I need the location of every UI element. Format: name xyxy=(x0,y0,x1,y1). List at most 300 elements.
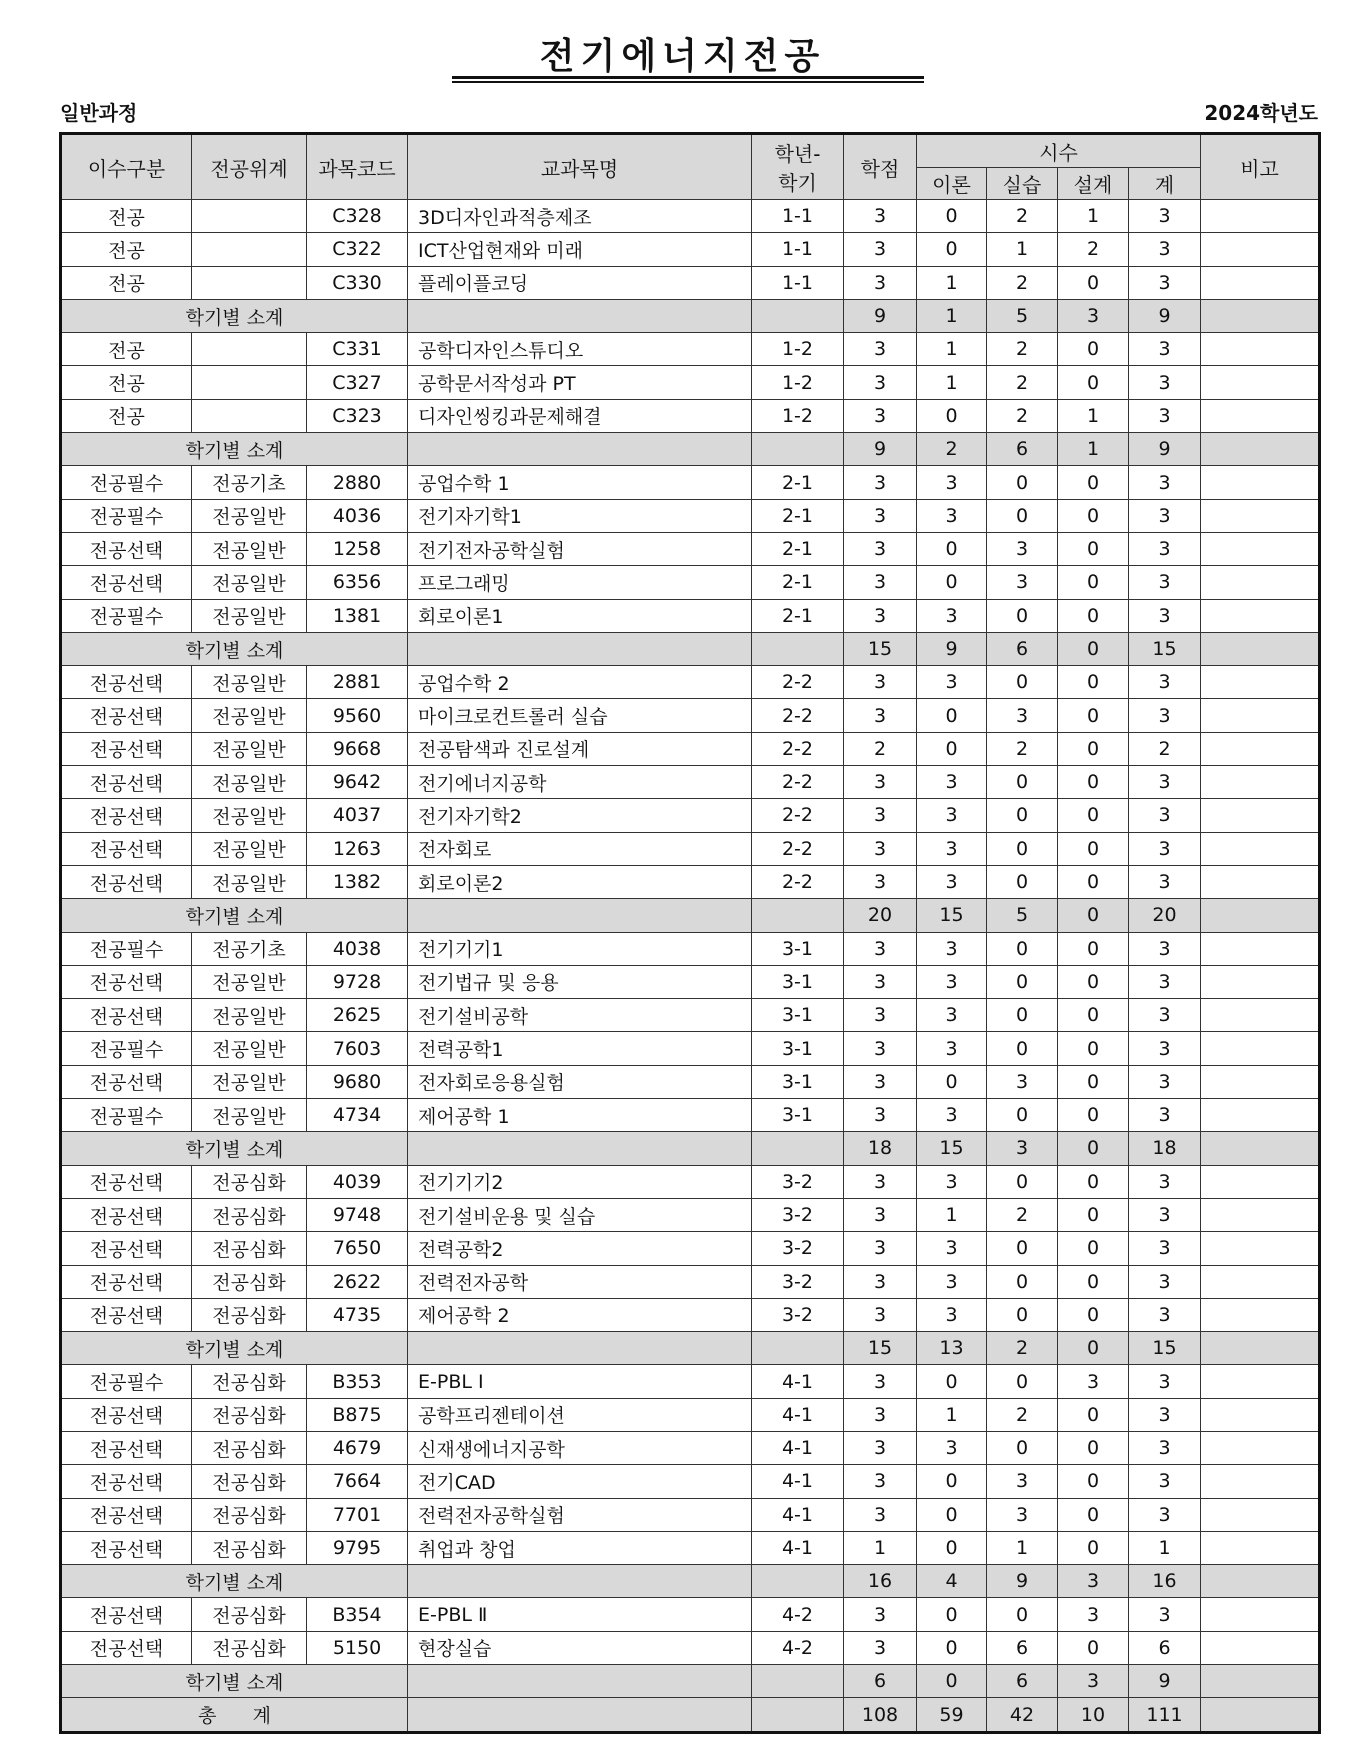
course-name-cell: ICT산업현재와 미래 xyxy=(408,233,752,266)
course-row xyxy=(61,599,1320,632)
semester-subtotal-row-design: 0 xyxy=(1058,899,1129,932)
code-cell: 9680 xyxy=(307,1065,408,1098)
year-semester-cell: 4-2 xyxy=(752,1598,844,1631)
level-cell: 전공심화 xyxy=(192,1232,307,1265)
credits-cell: 3 xyxy=(844,1365,917,1398)
practice-hours-cell: 2 xyxy=(987,200,1058,233)
semester-subtotal-row-theory: 9 xyxy=(917,632,987,665)
remarks-cell xyxy=(1201,632,1320,665)
semester-subtotal-row-practice: 5 xyxy=(987,299,1058,332)
course-name-cell: 공학문서작성과 PT xyxy=(408,366,752,399)
design-hours-cell: 0 xyxy=(1058,1398,1129,1431)
credits-cell: 3 xyxy=(844,1265,917,1298)
course-name-cell: 전기설비운용 및 실습 xyxy=(408,1198,752,1231)
practice-hours-cell: 2 xyxy=(987,366,1058,399)
total-hours-cell: 3 xyxy=(1129,266,1201,299)
total-hours-cell: 3 xyxy=(1129,599,1201,632)
practice-hours-cell: 0 xyxy=(987,1431,1058,1464)
theory-hours-cell: 3 xyxy=(917,599,987,632)
design-hours-cell: 0 xyxy=(1058,566,1129,599)
remarks-cell xyxy=(1201,1198,1320,1231)
code-cell: 9795 xyxy=(307,1531,408,1564)
remarks-cell xyxy=(1201,299,1320,332)
curriculum-table xyxy=(59,132,1321,1734)
year-semester-cell: 4-1 xyxy=(752,1365,844,1398)
code-cell: C331 xyxy=(307,333,408,366)
course-row xyxy=(61,1099,1320,1132)
course-row xyxy=(61,1431,1320,1464)
design-hours-cell: 0 xyxy=(1058,1498,1129,1531)
total-hours-cell: 3 xyxy=(1129,532,1201,565)
theory-hours-cell: 3 xyxy=(917,865,987,898)
year-semester-cell: 2-2 xyxy=(752,699,844,732)
semester-subtotal-row-total: 18 xyxy=(1129,1132,1201,1165)
total-hours-cell: 3 xyxy=(1129,1498,1201,1531)
code-cell: 1382 xyxy=(307,865,408,898)
semester-subtotal-row xyxy=(61,433,1320,466)
total-hours-cell: 1 xyxy=(1129,1531,1201,1564)
course-row xyxy=(61,1198,1320,1231)
category-cell: 전공선택 xyxy=(61,1232,192,1265)
empty-cell xyxy=(752,299,844,332)
year-semester-cell: 2-1 xyxy=(752,499,844,532)
header-category: 이수구분 xyxy=(61,134,192,200)
semester-subtotal-row-total: 9 xyxy=(1129,299,1201,332)
grand-total-row-design: 10 xyxy=(1058,1698,1129,1732)
design-hours-cell: 0 xyxy=(1058,699,1129,732)
year-semester-cell: 2-1 xyxy=(752,566,844,599)
credits-cell: 2 xyxy=(844,732,917,765)
theory-hours-cell: 0 xyxy=(917,1065,987,1098)
remarks-cell xyxy=(1201,1398,1320,1431)
practice-hours-cell: 2 xyxy=(987,266,1058,299)
credits-cell: 3 xyxy=(844,1598,917,1631)
course-row xyxy=(61,333,1320,366)
total-hours-cell: 3 xyxy=(1129,200,1201,233)
design-hours-cell: 0 xyxy=(1058,1531,1129,1564)
course-row xyxy=(61,999,1320,1032)
level-cell xyxy=(192,366,307,399)
course-row xyxy=(61,499,1320,532)
year-semester-cell: 1-2 xyxy=(752,333,844,366)
year-semester-cell: 3-2 xyxy=(752,1165,844,1198)
year-semester-cell: 2-2 xyxy=(752,666,844,699)
semester-subtotal-row-practice: 6 xyxy=(987,1665,1058,1698)
empty-cell xyxy=(752,1332,844,1365)
practice-hours-cell: 0 xyxy=(987,1265,1058,1298)
year-semester-cell: 1-2 xyxy=(752,399,844,432)
semester-subtotal-row-credits: 20 xyxy=(844,899,917,932)
semester-subtotal-row xyxy=(61,299,1320,332)
level-cell: 전공일반 xyxy=(192,1032,307,1065)
design-hours-cell: 0 xyxy=(1058,932,1129,965)
design-hours-cell: 1 xyxy=(1058,200,1129,233)
course-name-cell: 전기설비공학 xyxy=(408,999,752,1032)
semester-subtotal-row-practice: 3 xyxy=(987,1132,1058,1165)
practice-hours-cell: 0 xyxy=(987,1032,1058,1065)
year-semester-cell: 2-2 xyxy=(752,766,844,799)
course-name-cell: 전력전자공학 xyxy=(408,1265,752,1298)
category-cell: 전공선택 xyxy=(61,999,192,1032)
practice-hours-cell: 0 xyxy=(987,599,1058,632)
course-name-cell: 전기기기1 xyxy=(408,932,752,965)
course-row xyxy=(61,932,1320,965)
code-cell: 4036 xyxy=(307,499,408,532)
semester-subtotal-row-label: 학기별 소계 xyxy=(61,1132,408,1165)
theory-hours-cell: 0 xyxy=(917,699,987,732)
year-semester-cell: 2-1 xyxy=(752,466,844,499)
total-hours-cell: 3 xyxy=(1129,1165,1201,1198)
code-cell: C323 xyxy=(307,399,408,432)
level-cell: 전공기초 xyxy=(192,466,307,499)
year-semester-cell: 2-2 xyxy=(752,832,844,865)
empty-cell xyxy=(752,1565,844,1598)
header-practice: 실습 xyxy=(987,168,1058,200)
semester-subtotal-row-total: 20 xyxy=(1129,899,1201,932)
semester-subtotal-row-credits: 15 xyxy=(844,632,917,665)
total-hours-cell: 3 xyxy=(1129,766,1201,799)
credits-cell: 3 xyxy=(844,499,917,532)
category-cell: 전공선택 xyxy=(61,1265,192,1298)
course-name-cell: 취업과 창업 xyxy=(408,1531,752,1564)
header-theory: 이론 xyxy=(917,168,987,200)
category-cell: 전공 xyxy=(61,200,192,233)
total-hours-cell: 3 xyxy=(1129,799,1201,832)
practice-hours-cell: 0 xyxy=(987,1298,1058,1331)
level-cell xyxy=(192,266,307,299)
level-cell: 전공심화 xyxy=(192,1431,307,1464)
level-cell: 전공심화 xyxy=(192,1498,307,1531)
remarks-cell xyxy=(1201,1698,1320,1732)
design-hours-cell: 0 xyxy=(1058,333,1129,366)
code-cell: 9728 xyxy=(307,965,408,998)
credits-cell: 3 xyxy=(844,399,917,432)
total-hours-cell: 3 xyxy=(1129,233,1201,266)
year-semester-cell: 4-1 xyxy=(752,1498,844,1531)
remarks-cell xyxy=(1201,532,1320,565)
empty-cell xyxy=(408,1698,752,1732)
credits-cell: 3 xyxy=(844,532,917,565)
credits-cell: 3 xyxy=(844,333,917,366)
semester-subtotal-row-design: 0 xyxy=(1058,1132,1129,1165)
category-cell: 전공선택 xyxy=(61,532,192,565)
category-cell: 전공선택 xyxy=(61,766,192,799)
remarks-cell xyxy=(1201,1465,1320,1498)
theory-hours-cell: 1 xyxy=(917,1198,987,1231)
remarks-cell xyxy=(1201,366,1320,399)
course-row xyxy=(61,1531,1320,1564)
course-row xyxy=(61,1032,1320,1065)
category-cell: 전공필수 xyxy=(61,932,192,965)
course-name-cell: 전기자기학2 xyxy=(408,799,752,832)
theory-hours-cell: 3 xyxy=(917,1265,987,1298)
remarks-cell xyxy=(1201,965,1320,998)
category-cell: 전공 xyxy=(61,233,192,266)
credits-cell: 3 xyxy=(844,1065,917,1098)
credits-cell: 3 xyxy=(844,1165,917,1198)
semester-subtotal-row-credits: 9 xyxy=(844,299,917,332)
grand-total-row xyxy=(61,1698,1320,1732)
theory-hours-cell: 0 xyxy=(917,532,987,565)
practice-hours-cell: 3 xyxy=(987,1465,1058,1498)
semester-subtotal-row xyxy=(61,899,1320,932)
theory-hours-cell: 3 xyxy=(917,1099,987,1132)
course-name-cell: 전기CAD xyxy=(408,1465,752,1498)
level-cell: 전공일반 xyxy=(192,732,307,765)
semester-subtotal-row-theory: 2 xyxy=(917,433,987,466)
course-row xyxy=(61,1598,1320,1631)
design-hours-cell: 0 xyxy=(1058,965,1129,998)
practice-hours-cell: 0 xyxy=(987,666,1058,699)
theory-hours-cell: 1 xyxy=(917,366,987,399)
code-cell: 2880 xyxy=(307,466,408,499)
remarks-cell xyxy=(1201,799,1320,832)
empty-cell xyxy=(752,1132,844,1165)
remarks-cell xyxy=(1201,732,1320,765)
category-cell: 전공선택 xyxy=(61,1065,192,1098)
course-name-cell: 제어공학 2 xyxy=(408,1298,752,1331)
empty-cell xyxy=(408,1665,752,1698)
header-year-semester-line2: 학기 xyxy=(778,171,817,195)
remarks-cell xyxy=(1201,333,1320,366)
course-row xyxy=(61,399,1320,432)
category-cell: 전공선택 xyxy=(61,799,192,832)
level-cell: 전공일반 xyxy=(192,566,307,599)
semester-subtotal-row-label: 학기별 소계 xyxy=(61,1332,408,1365)
practice-hours-cell: 0 xyxy=(987,832,1058,865)
semester-subtotal-row-theory: 0 xyxy=(917,1665,987,1698)
practice-hours-cell: 2 xyxy=(987,399,1058,432)
code-cell: B354 xyxy=(307,1598,408,1631)
design-hours-cell: 0 xyxy=(1058,832,1129,865)
course-name-cell: 공학디자인스튜디오 xyxy=(408,333,752,366)
category-cell: 전공선택 xyxy=(61,965,192,998)
semester-subtotal-row xyxy=(61,1565,1320,1598)
credits-cell: 3 xyxy=(844,965,917,998)
title-underline xyxy=(452,76,924,83)
theory-hours-cell: 3 xyxy=(917,999,987,1032)
practice-hours-cell: 3 xyxy=(987,699,1058,732)
practice-hours-cell: 3 xyxy=(987,1498,1058,1531)
code-cell: 6356 xyxy=(307,566,408,599)
remarks-cell xyxy=(1201,466,1320,499)
remarks-cell xyxy=(1201,999,1320,1032)
total-hours-cell: 3 xyxy=(1129,1265,1201,1298)
practice-hours-cell: 0 xyxy=(987,1232,1058,1265)
course-name-cell: 전기에너지공학 xyxy=(408,766,752,799)
code-cell: 4039 xyxy=(307,1165,408,1198)
semester-subtotal-row-total: 16 xyxy=(1129,1565,1201,1598)
theory-hours-cell: 3 xyxy=(917,1431,987,1464)
academic-year-label: 2024학년도 xyxy=(1204,101,1318,125)
course-name-cell: 전력전자공학실험 xyxy=(408,1498,752,1531)
credits-cell: 3 xyxy=(844,1631,917,1664)
total-hours-cell: 3 xyxy=(1129,1431,1201,1464)
level-cell: 전공심화 xyxy=(192,1298,307,1331)
code-cell: 1258 xyxy=(307,532,408,565)
category-cell: 전공선택 xyxy=(61,1398,192,1431)
header-hours-total: 계 xyxy=(1129,168,1201,200)
credits-cell: 3 xyxy=(844,599,917,632)
level-cell: 전공심화 xyxy=(192,1398,307,1431)
remarks-cell xyxy=(1201,666,1320,699)
total-hours-cell: 3 xyxy=(1129,1598,1201,1631)
header-course-name: 교과목명 xyxy=(408,134,752,200)
total-hours-cell: 3 xyxy=(1129,832,1201,865)
total-hours-cell: 3 xyxy=(1129,865,1201,898)
credits-cell: 3 xyxy=(844,266,917,299)
page-title: 전기에너지전공 xyxy=(539,36,826,77)
theory-hours-cell: 3 xyxy=(917,832,987,865)
practice-hours-cell: 1 xyxy=(987,233,1058,266)
remarks-cell xyxy=(1201,932,1320,965)
practice-hours-cell: 0 xyxy=(987,865,1058,898)
total-hours-cell: 3 xyxy=(1129,1298,1201,1331)
theory-hours-cell: 0 xyxy=(917,1631,987,1664)
year-semester-cell: 3-2 xyxy=(752,1265,844,1298)
semester-subtotal-row-practice: 6 xyxy=(987,632,1058,665)
year-semester-cell: 2-1 xyxy=(752,532,844,565)
remarks-cell xyxy=(1201,233,1320,266)
theory-hours-cell: 3 xyxy=(917,932,987,965)
course-row xyxy=(61,266,1320,299)
course-name-cell: 현장실습 xyxy=(408,1631,752,1664)
semester-subtotal-row-label: 학기별 소계 xyxy=(61,299,408,332)
code-cell: B875 xyxy=(307,1398,408,1431)
design-hours-cell: 0 xyxy=(1058,266,1129,299)
design-hours-cell: 0 xyxy=(1058,999,1129,1032)
course-name-cell: 공업수학 1 xyxy=(408,466,752,499)
empty-cell xyxy=(752,1665,844,1698)
year-semester-cell: 3-1 xyxy=(752,1099,844,1132)
level-cell: 전공일반 xyxy=(192,499,307,532)
course-row xyxy=(61,1065,1320,1098)
year-semester-cell: 4-1 xyxy=(752,1465,844,1498)
remarks-cell xyxy=(1201,499,1320,532)
theory-hours-cell: 3 xyxy=(917,766,987,799)
course-name-cell: 전기기기2 xyxy=(408,1165,752,1198)
empty-cell xyxy=(752,433,844,466)
course-name-cell: 신재생에너지공학 xyxy=(408,1431,752,1464)
semester-subtotal-row-label: 학기별 소계 xyxy=(61,433,408,466)
grand-total-row-practice: 42 xyxy=(987,1698,1058,1732)
design-hours-cell: 0 xyxy=(1058,732,1129,765)
level-cell: 전공심화 xyxy=(192,1365,307,1398)
remarks-cell xyxy=(1201,1365,1320,1398)
year-semester-cell: 3-1 xyxy=(752,965,844,998)
header-year-semester-line1: 학년- xyxy=(774,142,821,166)
remarks-cell xyxy=(1201,832,1320,865)
practice-hours-cell: 2 xyxy=(987,732,1058,765)
theory-hours-cell: 3 xyxy=(917,799,987,832)
code-cell: C327 xyxy=(307,366,408,399)
year-semester-cell: 1-1 xyxy=(752,233,844,266)
semester-subtotal-row-design: 3 xyxy=(1058,1665,1129,1698)
total-hours-cell: 2 xyxy=(1129,732,1201,765)
remarks-cell xyxy=(1201,433,1320,466)
level-cell: 전공일반 xyxy=(192,699,307,732)
semester-subtotal-row-theory: 13 xyxy=(917,1332,987,1365)
code-cell: C328 xyxy=(307,200,408,233)
credits-cell: 3 xyxy=(844,932,917,965)
total-hours-cell: 3 xyxy=(1129,965,1201,998)
year-semester-cell: 2-2 xyxy=(752,799,844,832)
total-hours-cell: 3 xyxy=(1129,566,1201,599)
course-row xyxy=(61,1465,1320,1498)
remarks-cell xyxy=(1201,266,1320,299)
remarks-cell xyxy=(1201,1565,1320,1598)
semester-subtotal-row-practice: 6 xyxy=(987,433,1058,466)
code-cell: 4734 xyxy=(307,1099,408,1132)
category-cell: 전공선택 xyxy=(61,865,192,898)
credits-cell: 3 xyxy=(844,466,917,499)
code-cell: 4038 xyxy=(307,932,408,965)
total-hours-cell: 3 xyxy=(1129,1398,1201,1431)
remarks-cell xyxy=(1201,766,1320,799)
total-hours-cell: 3 xyxy=(1129,499,1201,532)
total-hours-cell: 3 xyxy=(1129,1198,1201,1231)
course-row xyxy=(61,865,1320,898)
practice-hours-cell: 3 xyxy=(987,532,1058,565)
category-cell: 전공선택 xyxy=(61,1198,192,1231)
theory-hours-cell: 3 xyxy=(917,1032,987,1065)
semester-subtotal-row-design: 3 xyxy=(1058,1565,1129,1598)
remarks-cell xyxy=(1201,1298,1320,1331)
credits-cell: 3 xyxy=(844,366,917,399)
code-cell: 4735 xyxy=(307,1298,408,1331)
credits-cell: 3 xyxy=(844,233,917,266)
theory-hours-cell: 1 xyxy=(917,266,987,299)
header-design: 설계 xyxy=(1058,168,1129,200)
level-cell: 전공심화 xyxy=(192,1198,307,1231)
theory-hours-cell: 0 xyxy=(917,399,987,432)
course-name-cell: 전공탐색과 진로설계 xyxy=(408,732,752,765)
header-remarks: 비고 xyxy=(1201,134,1320,200)
theory-hours-cell: 0 xyxy=(917,1598,987,1631)
practice-hours-cell: 3 xyxy=(987,566,1058,599)
remarks-cell xyxy=(1201,1531,1320,1564)
remarks-cell xyxy=(1201,1232,1320,1265)
category-cell: 전공선택 xyxy=(61,1298,192,1331)
remarks-cell xyxy=(1201,1132,1320,1165)
category-cell: 전공선택 xyxy=(61,732,192,765)
code-cell: C322 xyxy=(307,233,408,266)
semester-subtotal-row xyxy=(61,632,1320,665)
semester-subtotal-row-credits: 18 xyxy=(844,1132,917,1165)
design-hours-cell: 0 xyxy=(1058,1165,1129,1198)
remarks-cell xyxy=(1201,1099,1320,1132)
total-hours-cell: 3 xyxy=(1129,333,1201,366)
semester-subtotal-row-theory: 15 xyxy=(917,1132,987,1165)
semester-subtotal-row-credits: 15 xyxy=(844,1332,917,1365)
semester-subtotal-row-label: 학기별 소계 xyxy=(61,632,408,665)
semester-subtotal-row xyxy=(61,1665,1320,1698)
credits-cell: 3 xyxy=(844,1398,917,1431)
year-semester-cell: 1-1 xyxy=(752,200,844,233)
credits-cell: 1 xyxy=(844,1531,917,1564)
category-cell: 전공선택 xyxy=(61,1531,192,1564)
semester-subtotal-row-total: 9 xyxy=(1129,1665,1201,1698)
year-semester-cell: 3-2 xyxy=(752,1198,844,1231)
category-cell: 전공선택 xyxy=(61,1498,192,1531)
level-cell: 전공일반 xyxy=(192,1065,307,1098)
design-hours-cell: 0 xyxy=(1058,599,1129,632)
design-hours-cell: 0 xyxy=(1058,366,1129,399)
course-row xyxy=(61,666,1320,699)
code-cell: 1381 xyxy=(307,599,408,632)
level-cell: 전공일반 xyxy=(192,766,307,799)
semester-subtotal-row-credits: 9 xyxy=(844,433,917,466)
